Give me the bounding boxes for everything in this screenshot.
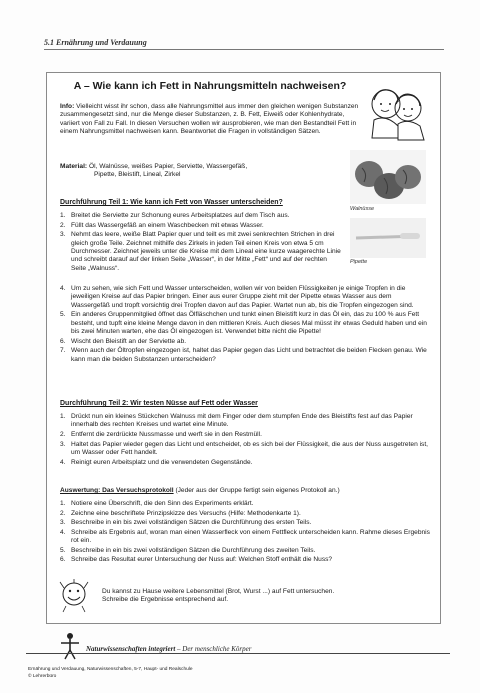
walnuts-caption: Walnüsse <box>350 206 375 212</box>
extra-task <box>102 588 422 605</box>
evaluation-heading: Auswertung: Das Versuchsprotokoll <box>60 487 174 494</box>
list-item: 4. Schreibe als Ergebnis auf, woran man einen Wasserfleck von einem Fettfleck unterscheiden kann. Rahme dieses Ergebnis rot ein. <box>60 528 430 545</box>
walnuts-photo <box>350 150 426 204</box>
footer-brand-rest: – Der menschliche Körper <box>175 645 252 653</box>
info-label: Info: <box>60 103 75 110</box>
human-figure-logo-icon <box>60 632 80 660</box>
list-item: 3. Beschreibe in ein bis zwei vollständigen Sätzen die Durchführung des ersten Teils. <box>60 519 312 527</box>
evaluation-heading-line <box>60 487 432 495</box>
list-item: 4. Um zu sehen, wie sich Fett und Wasser unterscheiden, wollen wir von beiden Flüssigkeiten je einige Tropfen in die jeweiligen Kreise auf das Papier bringen. Einer aus eurer Gruppe zieht mit der Pipette etwas Wasser aus dem Wassergefäß und tropft vorsichtig drei Tropfen davon auf das Papier. Wartet nun ab, bis die Tropfen eingezogen sind. <box>60 285 414 309</box>
list-item: 2. Füllt das Wassergefäß an einem Waschbecken mit etwas Wasser. <box>60 221 264 229</box>
evaluation-note: (Jeder aus der Gruppe fertigt sein eigenes Protokoll an.) <box>175 487 340 494</box>
part1-steps-a <box>60 212 342 274</box>
footer-line-1: Ernährung und Verdauung, Naturwissenschaften, 5-7, Haupt- und Realschule <box>28 667 193 672</box>
list-item: 1. Breitet die Serviette zur Schonung eures Arbeitsplatzes auf dem Tisch aus. <box>60 212 290 219</box>
material-line-2: Pipette, Bleistift, Lineal, Zirkel <box>94 171 181 179</box>
list-item: 1. Notiere eine Überschrift, die den Sinn des Experiments erklärt. <box>60 500 254 507</box>
info-text: Vielleicht wisst ihr schon, dass alle Nahrungsmittel aus immer den gleichen wenigen Substanzen zusammengesetzt sind, nur die Menge dieser Substanzen, z. B. Fett, Eiweiß oder Kohlenhydrate, variiert von Fall zu Fall. In diesen Versuchen wollen wir ausprobieren, wie man den Bestandteil Fett in einem Nahrungsmittel nachweisen kann. Beantwortet die Fragen in vollständigen Sätzen. <box>60 103 359 136</box>
part2-heading: Durchführung Teil 2: Wir testen Nüsse auf Fett oder Wasser <box>60 400 258 407</box>
list-item: 5. Beschreibe in ein bis zwei vollständigen Sätzen die Durchführung des zweiten Teils. <box>60 546 316 554</box>
footer-line-2: © Lehrerbüro <box>28 674 57 679</box>
part1-steps-b <box>60 285 432 365</box>
children-illustration-icon <box>364 80 430 142</box>
footer-divider <box>26 653 450 654</box>
worksheet-title: A – Wie kann ich Fett in Nahrungsmitteln nachweisen? <box>73 80 347 92</box>
part1-heading: Durchführung Teil 1: Wie kann ich Fett von Wasser unterscheiden? <box>60 199 283 206</box>
list-item: 2. Zeichne eine beschriftete Prinzipskizze des Versuchs (Hilfe: Methodenkarte 1). <box>60 509 301 517</box>
info-paragraph <box>60 103 365 137</box>
header-divider <box>44 49 444 50</box>
list-item: 1. Drückt nun ein kleines Stückchen Walnuss mit dem Finger oder dem stumpfen Ende des Bleistifts fest auf das Papier innerhalb des rechten Kreises und wartet eine Minute. <box>60 413 413 429</box>
list-item: 6. Schreibe das Resultat eurer Untersuchung der Nuss auf: Welchen Stoff enthält die Nuss? <box>60 556 333 564</box>
list-item: 7. Wenn auch der Öltropfen eingezogen ist, haltet das Papier gegen das Licht und betrachtet die beiden Flecken genau. Wie kann man die beiden Substanzen unterscheiden? <box>60 347 427 363</box>
footer-brand-bold: Naturwissenschaften integriert <box>86 645 176 653</box>
list-item: 4. Reinigt euren Arbeitsplatz und die verwendeten Gegenstände. <box>60 458 253 466</box>
material-block <box>60 163 345 180</box>
part2-steps <box>60 413 432 468</box>
extra-line-2: Schreibe die Ergebnisse entsprechend auf. <box>102 596 229 604</box>
list-item: 2. Entfernt die zerdrückte Nussmasse und werft sie in den Restmüll. <box>60 431 262 438</box>
pipette-caption: Pipette <box>350 259 368 265</box>
smiley-figure-icon <box>58 578 90 614</box>
list-item: 3. Nehmt das leere, weiße Blatt Papier quer und teilt es mit zwei senkrechten Strichen in drei gleich große Teile. Zeichnet mithilfe des Zirkels in jeden Teil einen Kreis von etwa 5 cm Durchmesser. Zeichnet jeweils unter die Kreise mit dem Lineal eine kurze waagerechte Linie und schreibt darauf auf der linken Seite „Wasser“, in der Mitte „Fett“ und auf der rechten Seite „Walnuss“. <box>60 231 341 272</box>
list-item: 5. Ein anderes Gruppenmitglied öffnet das Ölfläschchen und tunkt einen Bleistift kurz in das Öl ein, das zu 100 % aus Fett besteht, und tupft eine kleine Menge davon in den mittleren Kreis. Auch dieses Mal müsst ihr etwas Geduld haben und ein bis zwei Minuten warten, ehe das Öl eingezogen ist. Verwendet bitte nicht die Pipette! <box>60 311 427 336</box>
evaluation-steps <box>60 500 432 566</box>
extra-line-1: Du kannst zu Hause weitere Lebensmittel (Brot, Wurst ...) auf Fett untersuchen. <box>102 588 335 595</box>
footer-brand <box>86 645 251 653</box>
section-header: 5.1 Ernährung und Verdauung <box>44 38 147 47</box>
pipette-photo <box>350 218 426 258</box>
material-line-1: Öl, Walnüsse, weißes Papier, Serviette, Wassergefäß, <box>88 163 248 170</box>
list-item: 6. Wischt den Bleistift an der Serviette ab. <box>60 337 187 345</box>
material-label: Material: <box>60 163 88 170</box>
list-item: 3. Haltet das Papier wieder gegen das Licht und entscheidet, ob es sich bei der Flüssigkeit, die aus der Nuss ausgetreten ist, um Wasser oder Fett handelt. <box>60 440 428 456</box>
